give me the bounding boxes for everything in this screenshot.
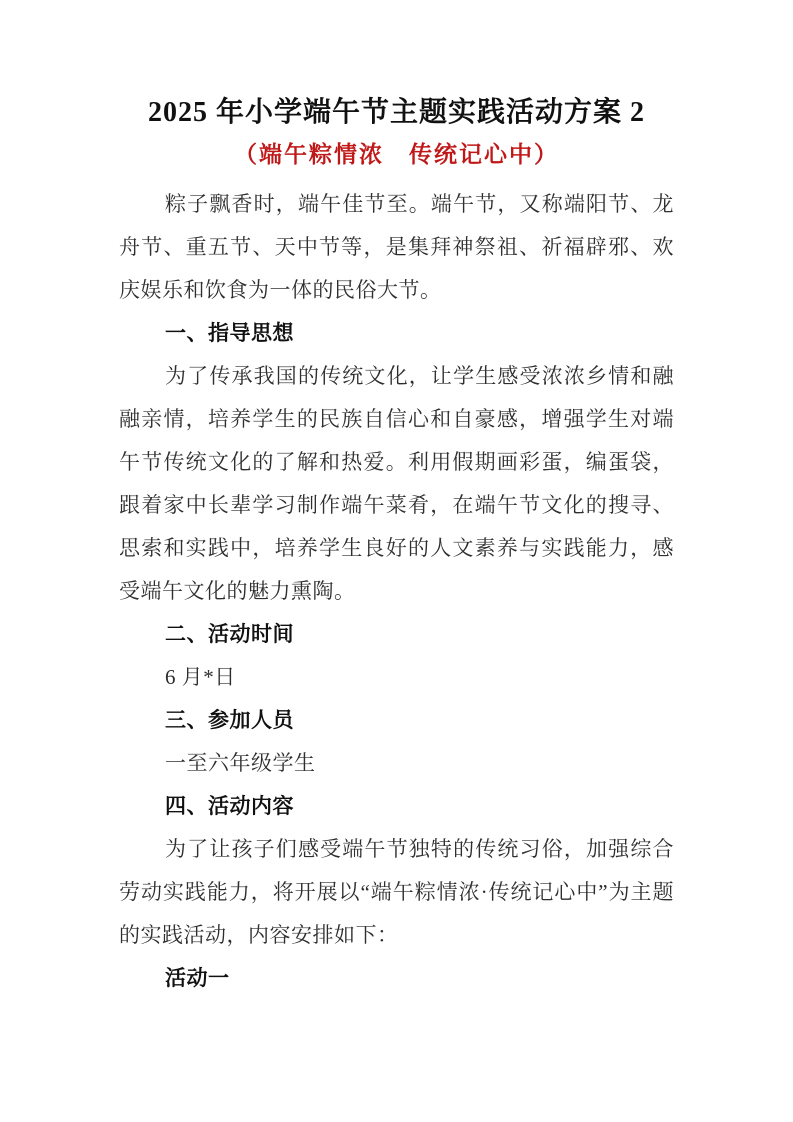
paragraph: 粽子飘香时，端午佳节至。端午节，又称端阳节、龙舟节、重五节、天中节等，是集拜神祭祖、祈福辟邪、欢庆娱乐和饮食为一体的民俗大节。 — [119, 192, 674, 302]
paragraph: 6 月*日 — [165, 665, 236, 689]
document-title: 2025 年小学端午节主题实践活动方案 2 — [147, 97, 645, 128]
section-heading: 一、指导思想 — [165, 321, 294, 345]
section-heading: 活动一 — [165, 966, 230, 990]
document-body — [119, 183, 674, 1000]
paragraph: 一至六年级学生 — [165, 751, 316, 775]
paragraph: 为了让孩子们感受端午节独特的传统习俗，加强综合劳动实践能力，将开展以“端午粽情浓·传统记心中”为主题的实践活动，内容安排如下： — [119, 837, 674, 947]
section-heading: 三、参加人员 — [165, 708, 294, 732]
section-heading: 四、活动内容 — [165, 794, 294, 818]
section-heading: 二、活动时间 — [165, 622, 294, 646]
paragraph: 为了传承我国的传统文化，让学生感受浓浓乡情和融融亲情，培养学生的民族自信心和自豪感，增强学生对端午节传统文化的了解和热爱。利用假期画彩蛋，编蛋袋，跟着家中长辈学习制作端午菜肴，在端午节文化的搜寻、思索和实践中，培养学生良好的人文素养与实践能力，感受端午文化的魅力熏陶。 — [119, 364, 674, 603]
document-subtitle: （端午粽情浓 传统记心中） — [234, 142, 559, 167]
